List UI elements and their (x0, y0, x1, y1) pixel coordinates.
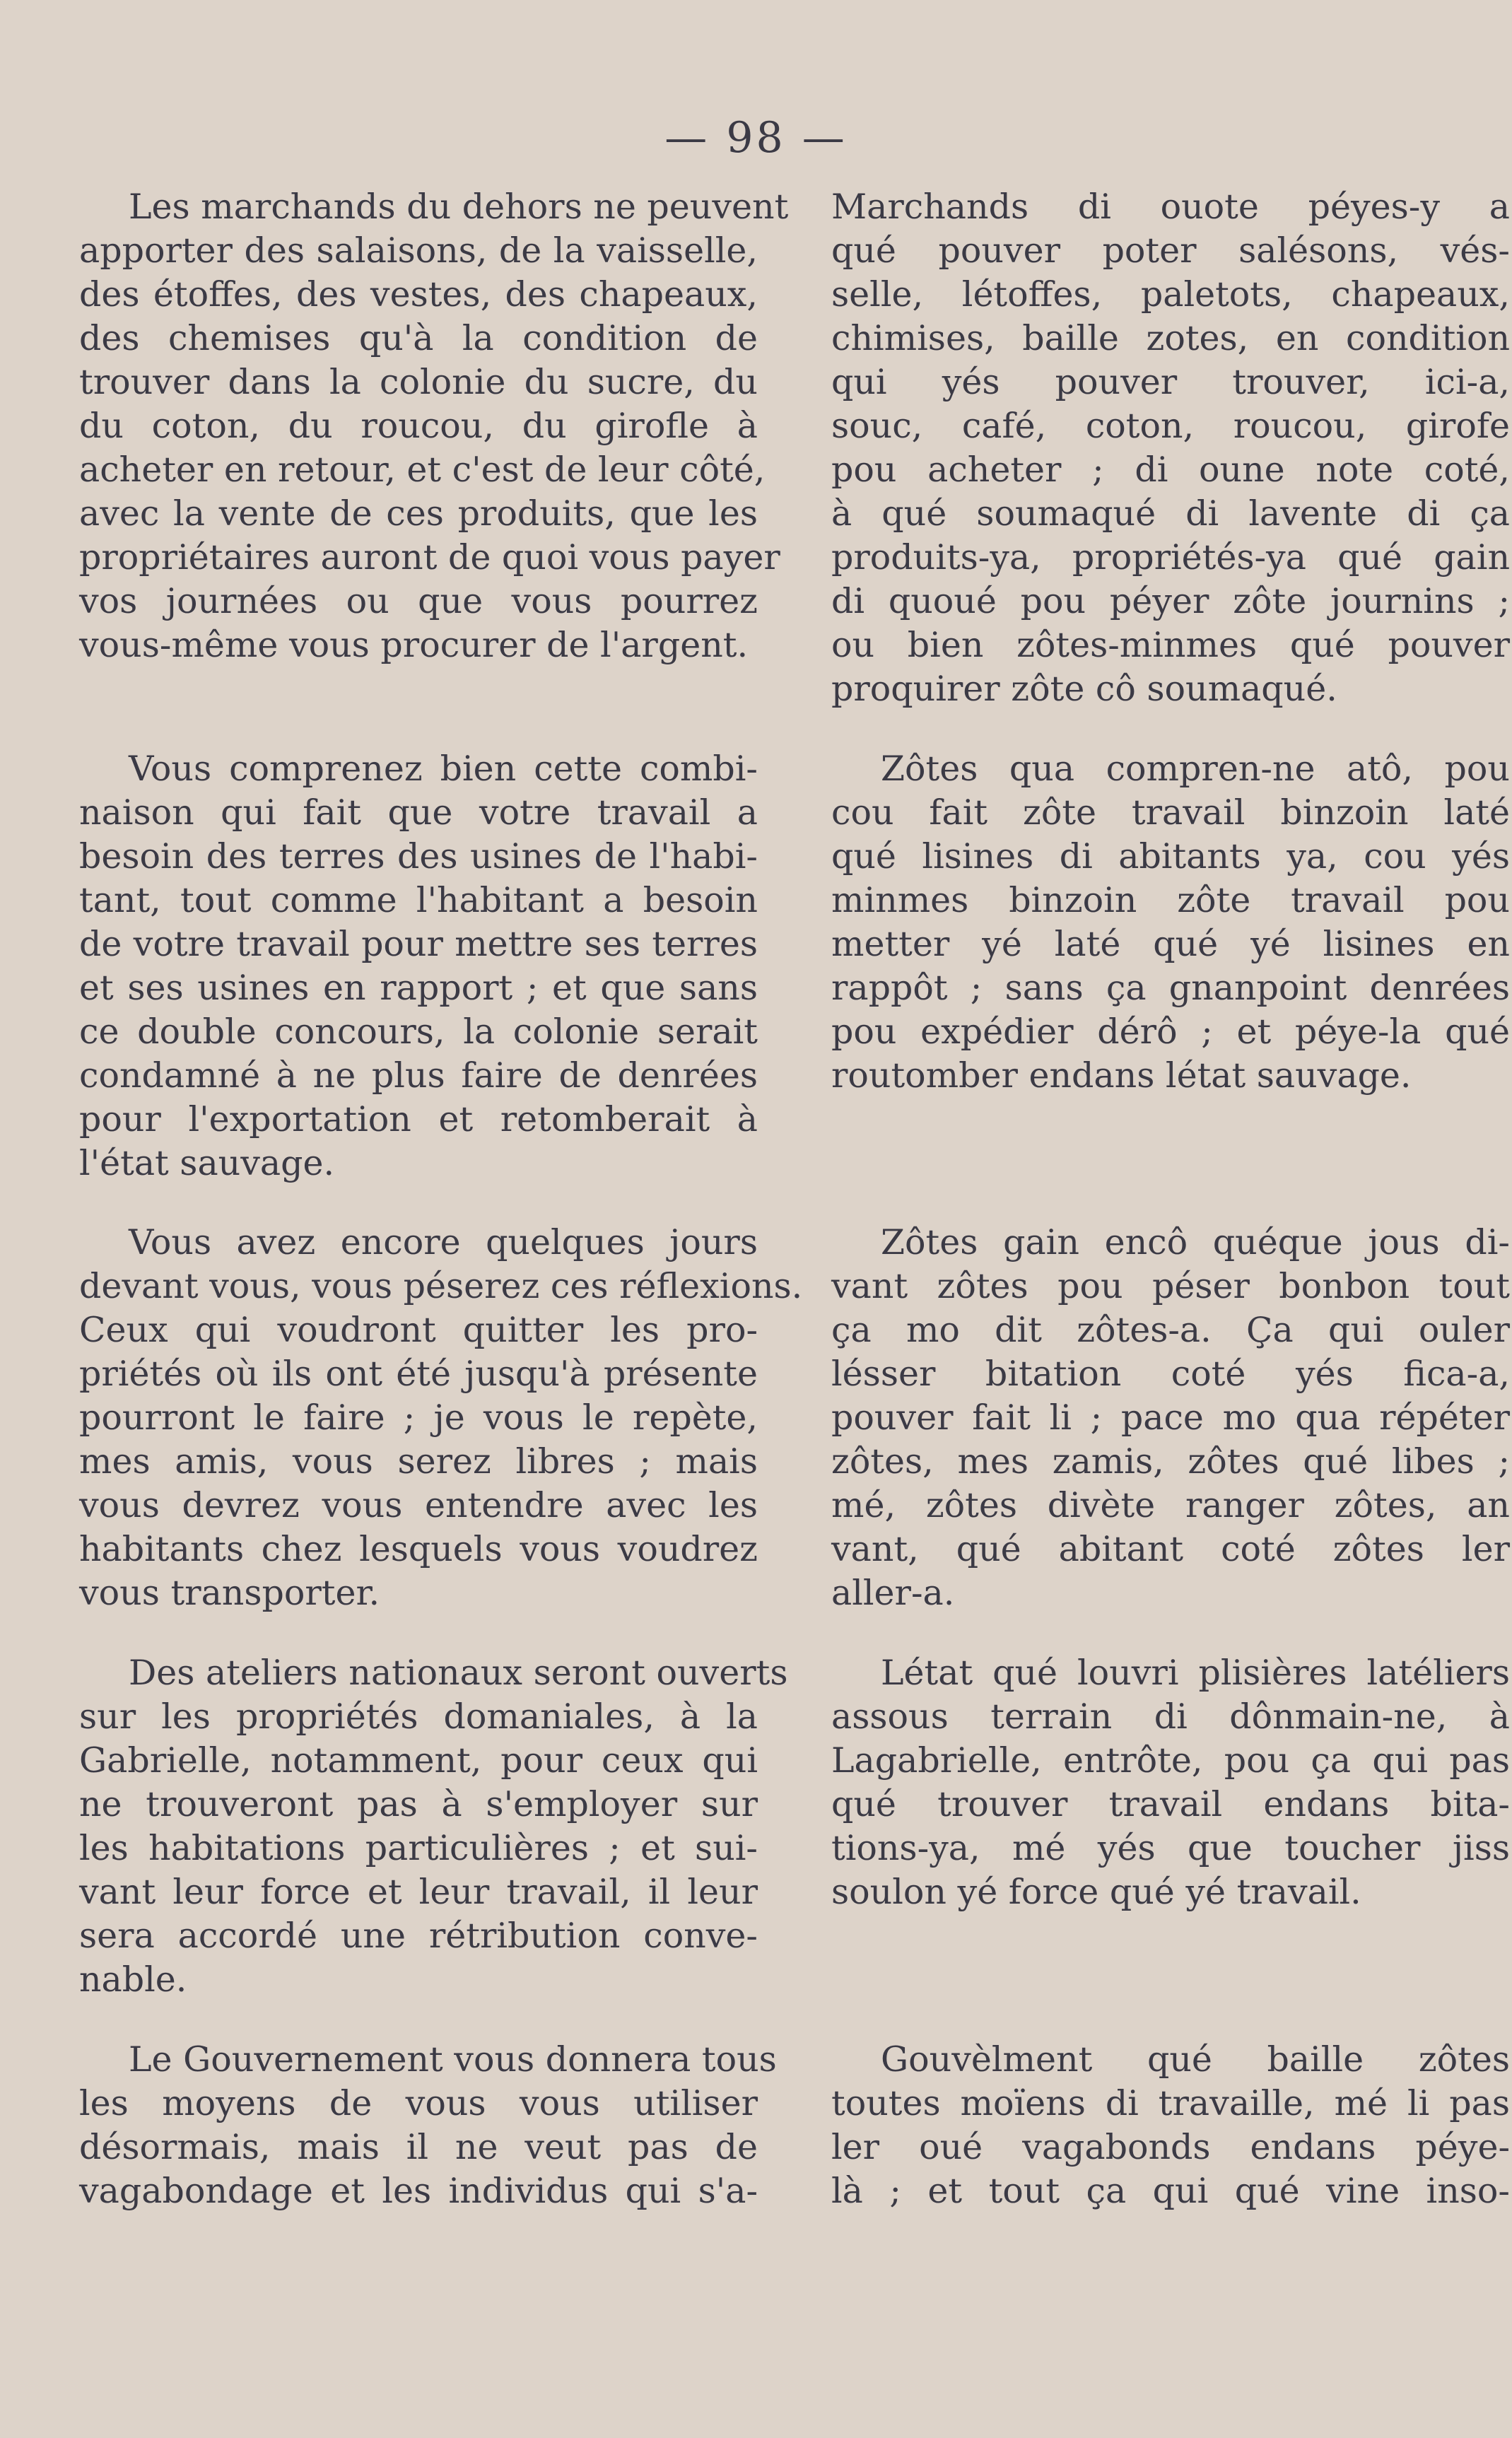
text-line: les habitations particulières ; et sui- (79, 1828, 758, 1868)
text-line: pouver fait li ; pace mo qua répéter (831, 1397, 1510, 1438)
text-line: assous terrain di dônmain-ne, à (831, 1696, 1510, 1737)
text-line: ler oué vagabonds endans péye- (831, 2127, 1510, 2167)
text-line: toutes moïens di travaille, mé li pas (831, 2083, 1510, 2123)
text-line: condamné à ne plus faire de denrées (79, 1055, 758, 1096)
text-line: trouver dans la colonie du sucre, du (79, 362, 758, 402)
text-line: lésser bitation coté yés fica-a, (831, 1354, 1510, 1394)
text-line: vant leur force et leur travail, il leur (79, 1872, 758, 1912)
text-line: soulon yé force qué yé travail. (831, 1872, 1361, 1912)
text-line: là ; et tout ça qui qué vine inso- (831, 2171, 1510, 2211)
text-line: des étoffes, des vestes, des chapeaux, (79, 274, 758, 315)
text-line: Marchands di ouote péyes-y a (831, 187, 1510, 227)
text-line: naison qui fait que votre travail a (79, 792, 758, 833)
text-line: ce double concours, la colonie serait (79, 1012, 758, 1052)
text-line: vous devrez vous entendre avec les (79, 1485, 758, 1525)
text-line: pour l'exportation et retomberait à (79, 1099, 758, 1139)
text-line: Le Gouvernement vous donnera tous (129, 2039, 777, 2080)
text-line: mé, zôtes divète ranger zôtes, an (831, 1485, 1510, 1525)
text-line: minmes binzoin zôte travail pou (831, 880, 1510, 920)
left-paragraph-1 (79, 185, 789, 667)
text-line: qué trouver travail endans bita- (831, 1784, 1510, 1824)
text-line: sur les propriétés domaniales, à la (79, 1696, 758, 1737)
text-line: ne trouveront pas à s'employer sur (79, 1784, 758, 1824)
text-line: routomber endans létat sauvage. (831, 1055, 1412, 1096)
paragraph-text (79, 747, 758, 1185)
text-line: ça mo dit zôtes-a. Ça qui ouler (831, 1310, 1510, 1350)
left-paragraph-3 (79, 1221, 803, 1615)
text-line: vous transporter. (79, 1573, 380, 1613)
text-line: Vous avez encore quelques jours (129, 1222, 758, 1262)
text-line: sera accordé une rétribution conve- (79, 1916, 758, 1956)
text-line: des chemises qu'à la condition de (79, 318, 758, 358)
text-line: aller-a. (831, 1573, 955, 1613)
text-line: nable. (79, 1959, 187, 2000)
text-line: propriétaires auront de quoi vous payer (79, 537, 780, 578)
paragraph-text (79, 1221, 803, 1615)
text-line: selle, létoffes, paletots, chapeaux, (831, 274, 1510, 315)
text-line: produits-ya, propriétés-ya qué gain (831, 537, 1510, 578)
text-line: chimises, baille zotes, en condition (831, 318, 1510, 358)
text-line: rappôt ; sans ça gnanpoint denrées (831, 968, 1510, 1008)
text-line: qui yés pouver trouver, ici-a, (831, 362, 1510, 402)
paragraph-text (79, 185, 789, 667)
paragraph-text (79, 2038, 777, 2213)
text-line: à qué soumaqué di lavente di ça (831, 493, 1510, 534)
text-line: apporter des salaisons, de la vaisselle, (79, 230, 758, 271)
text-line: l'état sauvage. (79, 1143, 335, 1183)
text-line: vant, qué abitant coté zôtes ler (831, 1529, 1510, 1569)
text-line: di quoué pou péyer zôte journins ; (831, 581, 1510, 621)
left-paragraph-5 (79, 2038, 777, 2213)
text-line: de votre travail pour mettre ses terres (79, 924, 758, 964)
text-line: souc, café, coton, roucou, girofe (831, 406, 1510, 446)
text-line: du coton, du roucou, du girofle à (79, 406, 758, 446)
paragraph-text (79, 1651, 788, 2002)
text-line: Lagabrielle, entrôte, pou ça qui pas (831, 1740, 1510, 1781)
text-line: Zôtes qua compren-ne atô, pou (881, 749, 1510, 789)
text-line: pourront le faire ; je vous le repète, (79, 1397, 758, 1438)
text-line: vous-même vous procurer de l'argent. (79, 625, 749, 665)
text-line: pou expédier dérô ; et péye-la qué (831, 1012, 1510, 1052)
text-line: proquirer zôte cô soumaqué. (831, 669, 1337, 709)
text-line: mes amis, vous serez libres ; mais (79, 1441, 758, 1482)
text-line: qué pouver poter salésons, vés- (831, 230, 1510, 271)
text-line: habitants chez lesquels vous voudrez (79, 1529, 758, 1569)
text-line: vagabondage et les individus qui s'a- (79, 2171, 758, 2211)
paragraph-text (831, 1651, 1510, 1914)
text-line: acheter en retour, et c'est de leur côté, (79, 450, 766, 490)
right-paragraph-5 (831, 2038, 1510, 2213)
text-line: Létat qué louvri plisières latéliers (881, 1653, 1510, 1693)
right-paragraph-1 (831, 185, 1510, 711)
text-line: Vous comprenez bien cette combi- (129, 749, 758, 789)
text-line: vos journées ou que vous pourrez (79, 581, 758, 621)
text-line: Zôtes gain encô quéque jous di- (881, 1222, 1510, 1262)
text-line: besoin des terres des usines de l'habi- (79, 836, 758, 877)
page-number: — 98 — (664, 113, 848, 163)
text-line: Gouvèlment qué baille zôtes (881, 2039, 1510, 2080)
paragraph-text (831, 2038, 1510, 2213)
text-line: tant, tout comme l'habitant a besoin (79, 880, 758, 920)
text-line: vant zôtes pou péser bonbon tout (831, 1266, 1510, 1306)
text-line: qué lisines di abitants ya, cou yés (831, 836, 1510, 877)
text-line: avec la vente de ces produits, que les (79, 493, 758, 534)
text-line: tions-ya, mé yés que toucher jiss (831, 1828, 1510, 1868)
text-line: Des ateliers nationaux seront ouverts (129, 1653, 788, 1693)
text-line: devant vous, vous péserez ces réflexions. (79, 1266, 803, 1306)
text-line: priétés où ils ont été jusqu'à présente (79, 1354, 758, 1394)
text-line: pou acheter ; di oune note coté, (831, 450, 1510, 490)
paragraph-text (831, 747, 1510, 1098)
text-line: zôtes, mes zamis, zôtes qué libes ; (831, 1441, 1510, 1482)
right-paragraph-4 (831, 1651, 1510, 1914)
text-line: Les marchands du dehors ne peuvent (129, 187, 789, 227)
text-line: les moyens de vous vous utiliser (79, 2083, 758, 2123)
left-paragraph-4 (79, 1651, 788, 2002)
paragraph-text (831, 185, 1510, 711)
paragraph-text (831, 1221, 1510, 1615)
text-line: et ses usines en rapport ; et que sans (79, 968, 758, 1008)
left-paragraph-2 (79, 747, 758, 1185)
text-line: Ceux qui voudront quitter les pro- (79, 1310, 758, 1350)
text-line: désormais, mais il ne veut pas de (79, 2127, 758, 2167)
text-line: ou bien zôtes-minmes qué pouver (831, 625, 1510, 665)
text-line: metter yé laté qué yé lisines en (831, 924, 1510, 964)
right-paragraph-3 (831, 1221, 1510, 1615)
text-line: Gabrielle, notamment, pour ceux qui (79, 1740, 758, 1781)
right-paragraph-2 (831, 747, 1510, 1098)
text-line: cou fait zôte travail binzoin laté (831, 792, 1510, 833)
